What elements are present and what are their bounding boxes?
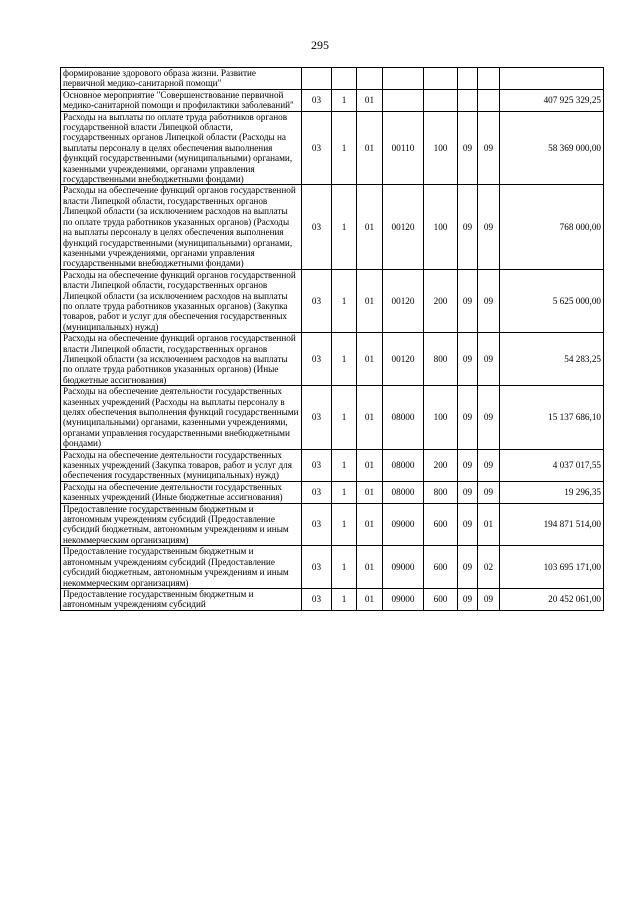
section-cell: 09 <box>458 546 478 589</box>
table-row <box>61 185 604 269</box>
activity-code-cell: 01 <box>357 89 383 111</box>
program-code-cell: 03 <box>302 269 332 332</box>
amount-cell: 5 625 000,00 <box>500 269 604 332</box>
program-code-cell: 03 <box>302 185 332 269</box>
activity-code-cell <box>357 68 383 90</box>
table-body <box>61 68 604 611</box>
program-code-cell: 03 <box>302 449 332 481</box>
table-row <box>61 89 604 111</box>
amount-cell: 15 137 686,10 <box>500 386 604 449</box>
program-code-cell: 03 <box>302 386 332 449</box>
subsection-cell <box>478 68 500 90</box>
activity-code-cell: 01 <box>357 546 383 589</box>
section-cell: 09 <box>458 185 478 269</box>
amount-cell: 768 000,00 <box>500 185 604 269</box>
amount-cell: 54 283,25 <box>500 333 604 386</box>
direction-code-cell: 00110 <box>383 111 424 185</box>
activity-code-cell: 01 <box>357 481 383 503</box>
subsection-cell: 09 <box>478 386 500 449</box>
direction-code-cell: 08000 <box>383 449 424 481</box>
budget-table <box>60 67 604 611</box>
subprogram-code-cell: 1 <box>332 333 357 386</box>
program-code-cell: 03 <box>302 503 332 546</box>
amount-cell: 20 452 061,00 <box>500 588 604 610</box>
subsection-cell: 09 <box>478 588 500 610</box>
activity-code-cell: 01 <box>357 588 383 610</box>
expense-type-cell: 200 <box>424 449 458 481</box>
direction-code-cell: 09000 <box>383 546 424 589</box>
expense-type-cell: 100 <box>424 185 458 269</box>
table-row <box>61 386 604 449</box>
direction-code-cell <box>383 68 424 90</box>
subsection-cell <box>478 89 500 111</box>
direction-code-cell: 08000 <box>383 386 424 449</box>
subsection-cell: 01 <box>478 503 500 546</box>
direction-code-cell: 00120 <box>383 333 424 386</box>
direction-code-cell: 00120 <box>383 185 424 269</box>
program-code-cell: 03 <box>302 481 332 503</box>
item-name-cell: Расходы на обеспечение деятельности государственных казенных учреждений (Закупка товаров, работ и услуг для обеспечения государственных (муниципальных) нужд) <box>61 449 302 481</box>
expense-type-cell: 600 <box>424 503 458 546</box>
item-name-cell: Расходы на обеспечение функций органов государственной власти Липецкой области, государственных органов Липецкой области (за исключением расходов на выплаты по оплате труда работников указанных органов) (Иные бюджетные ассигнования) <box>61 333 302 386</box>
section-cell: 09 <box>458 503 478 546</box>
subprogram-code-cell: 1 <box>332 386 357 449</box>
expense-type-cell: 800 <box>424 481 458 503</box>
subsection-cell: 09 <box>478 111 500 185</box>
expense-type-cell <box>424 68 458 90</box>
activity-code-cell: 01 <box>357 269 383 332</box>
program-code-cell: 03 <box>302 546 332 589</box>
section-cell: 09 <box>458 269 478 332</box>
amount-cell: 407 925 329,25 <box>500 89 604 111</box>
subprogram-code-cell <box>332 68 357 90</box>
table-row <box>61 449 604 481</box>
program-code-cell: 03 <box>302 588 332 610</box>
expense-type-cell: 200 <box>424 269 458 332</box>
subsection-cell: 02 <box>478 546 500 589</box>
activity-code-cell: 01 <box>357 111 383 185</box>
expense-type-cell <box>424 89 458 111</box>
section-cell: 09 <box>458 449 478 481</box>
item-name-cell: Предоставление государственным бюджетным и автономным учреждениям субсидий (Предоставление субсидий бюджетным, автономным учреждениям и иным некоммерческим организациям) <box>61 546 302 589</box>
section-cell <box>458 68 478 90</box>
subsection-cell: 09 <box>478 481 500 503</box>
program-code-cell <box>302 68 332 90</box>
amount-cell <box>500 68 604 90</box>
item-name-cell: Расходы на обеспечение деятельности государственных казенных учреждений (Иные бюджетные ассигнования) <box>61 481 302 503</box>
direction-code-cell: 09000 <box>383 503 424 546</box>
direction-code-cell <box>383 89 424 111</box>
subprogram-code-cell: 1 <box>332 481 357 503</box>
subsection-cell: 09 <box>478 269 500 332</box>
subprogram-code-cell: 1 <box>332 269 357 332</box>
section-cell: 09 <box>458 111 478 185</box>
program-code-cell: 03 <box>302 89 332 111</box>
direction-code-cell: 00120 <box>383 269 424 332</box>
amount-cell: 4 037 017,55 <box>500 449 604 481</box>
subsection-cell: 09 <box>478 333 500 386</box>
subsection-cell: 09 <box>478 449 500 481</box>
expense-type-cell: 800 <box>424 333 458 386</box>
section-cell: 09 <box>458 386 478 449</box>
expense-type-cell: 600 <box>424 588 458 610</box>
amount-cell: 194 871 514,00 <box>500 503 604 546</box>
item-name-cell: формирование здорового образа жизни. Развитие первичной медико-санитарной помощи" <box>61 68 302 90</box>
amount-cell: 19 296,35 <box>500 481 604 503</box>
direction-code-cell: 09000 <box>383 588 424 610</box>
subprogram-code-cell: 1 <box>332 185 357 269</box>
subprogram-code-cell: 1 <box>332 449 357 481</box>
table-row <box>61 503 604 546</box>
table-row <box>61 481 604 503</box>
subprogram-code-cell: 1 <box>332 503 357 546</box>
item-name-cell: Основное мероприятие "Совершенствование первичной медико-санитарной помощи и профилактики заболеваний" <box>61 89 302 111</box>
table-row <box>61 588 604 610</box>
table-row <box>61 111 604 185</box>
activity-code-cell: 01 <box>357 333 383 386</box>
section-cell: 09 <box>458 588 478 610</box>
amount-cell: 58 369 000,00 <box>500 111 604 185</box>
amount-cell: 103 695 171,00 <box>500 546 604 589</box>
item-name-cell: Расходы на выплаты по оплате труда работников органов государственной власти Липецкой области, государственных органов Липецкой области (Расходы на выплаты персоналу в целях обеспечения выполнения функций государственными (муниципальными) органами, казенными учреждениями, органами управления государственными внебюджетными фондами) <box>61 111 302 185</box>
subprogram-code-cell: 1 <box>332 588 357 610</box>
table-row <box>61 269 604 332</box>
subprogram-code-cell: 1 <box>332 89 357 111</box>
item-name-cell: Предоставление государственным бюджетным и автономным учреждениям субсидий (Предоставление субсидий бюджетным, автономным учреждениям и иным некоммерческим организациям) <box>61 503 302 546</box>
item-name-cell: Расходы на обеспечение деятельности государственных казенных учреждений (Расходы на выплаты персоналу в целях обеспечения выполнения функций государственными (муниципальными) органами, казенными учреждениями, органами управления государственными внебюджетными фондами) <box>61 386 302 449</box>
activity-code-cell: 01 <box>357 503 383 546</box>
page-number: 295 <box>311 38 329 52</box>
activity-code-cell: 01 <box>357 449 383 481</box>
item-name-cell: Расходы на обеспечение функций органов государственной власти Липецкой области, государственных органов Липецкой области (за исключением расходов на выплаты по оплате труда работников указанных органов) (Закупка товаров, работ и услуг для обеспечения государственных (муниципальных) нужд) <box>61 269 302 332</box>
section-cell: 09 <box>458 481 478 503</box>
program-code-cell: 03 <box>302 333 332 386</box>
expense-type-cell: 600 <box>424 546 458 589</box>
subprogram-code-cell: 1 <box>332 546 357 589</box>
direction-code-cell: 08000 <box>383 481 424 503</box>
activity-code-cell: 01 <box>357 185 383 269</box>
activity-code-cell: 01 <box>357 386 383 449</box>
table-row <box>61 546 604 589</box>
item-name-cell: Расходы на обеспечение функций органов государственной власти Липецкой области, государственных органов Липецкой области (за исключением расходов на выплаты по оплате труда работников указанных органов) (Расходы на выплаты персоналу в целях обеспечения выполнения функций государственными (муниципальными) органами, казенными учреждениями, органами управления государственными внебюджетными фондами) <box>61 185 302 269</box>
expense-type-cell: 100 <box>424 386 458 449</box>
section-cell <box>458 89 478 111</box>
expense-type-cell: 100 <box>424 111 458 185</box>
table-row <box>61 333 604 386</box>
table-row <box>61 68 604 90</box>
program-code-cell: 03 <box>302 111 332 185</box>
subsection-cell: 09 <box>478 185 500 269</box>
section-cell: 09 <box>458 333 478 386</box>
subprogram-code-cell: 1 <box>332 111 357 185</box>
item-name-cell: Предоставление государственным бюджетным и автономным учреждениям субсидий <box>61 588 302 610</box>
